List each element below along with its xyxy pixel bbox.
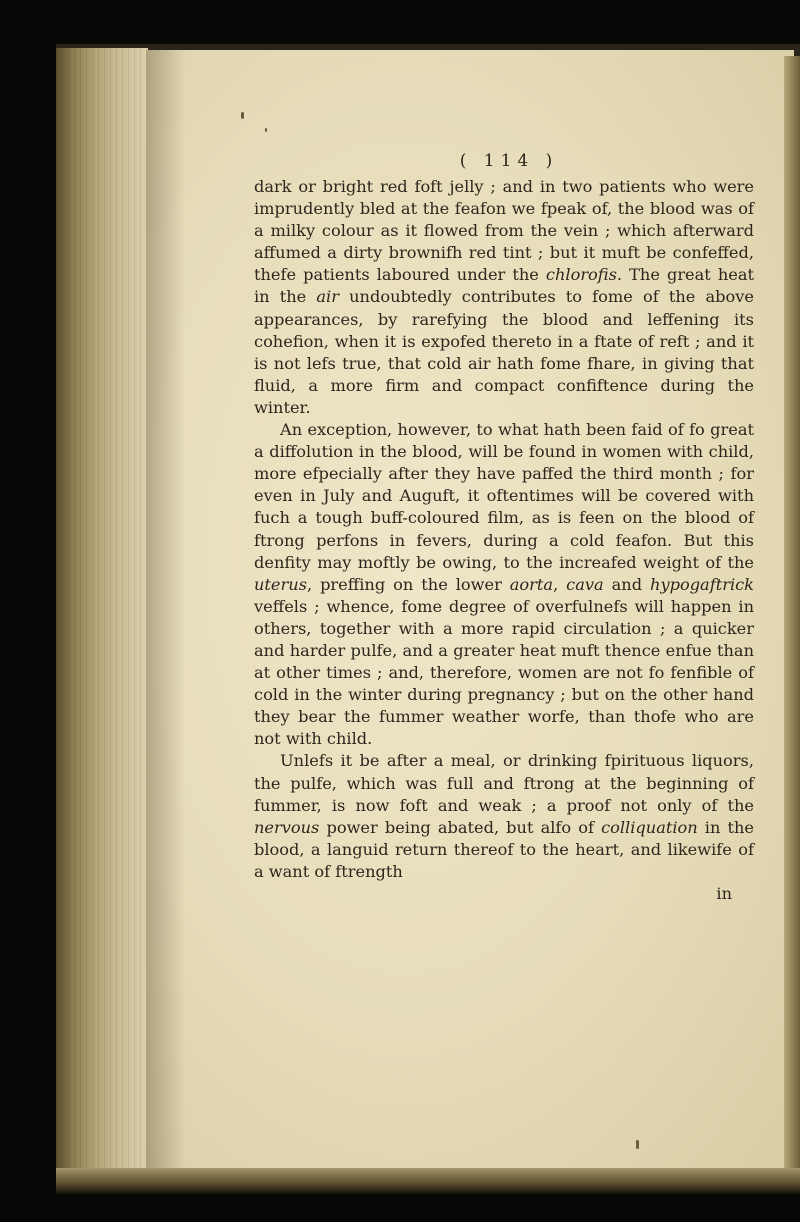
- italic-term: colliquation: [601, 817, 698, 837]
- catchword: in: [716, 884, 732, 903]
- text-run: . The great heat in the: [254, 265, 754, 307]
- italic-term: nervous: [254, 817, 320, 837]
- text-run: undoubtedly contributes to fome of the above appearances, by rarefying the blood and leffening its cohefion, when it is expofed thereto in a ftate of reft ; and it is not lefs true, that cold air hath fome fhare, in giving that fluid, a more firm and compact confiftence during the winter.: [254, 287, 754, 417]
- ink-speck: [636, 1140, 639, 1149]
- italic-term: chlorofis: [545, 265, 617, 285]
- text-run: power being abated, but alfo of: [319, 817, 602, 837]
- text-run: in the blood, a languid return thereof to the heart, and likewife of a want of ftrength: [254, 817, 754, 881]
- page-stack-right-edge: [784, 56, 800, 1176]
- paragraph: [254, 176, 754, 419]
- paragraph: [254, 750, 754, 883]
- text-run: veffels ; whence, fome degree of overfulnefs will happen in others, together with a more rapid circulation ; a quicker and harder pulfe, and a greater heat muft thence enfue than at other times ; and, therefore, women are not fo fenfible of cold in the winter during pregnancy ; but on the other hand they bear the fummer weather worfe, than thofe who are not with child.: [254, 596, 754, 749]
- text-run: , preffing on the lower: [306, 574, 510, 594]
- text-run: dark or bright red foft jelly ; and in two patients who were imprudently bled at the feafon we fpeak of, the blood was of a milky colour as it flowed from the vein ; which afterward affumed a dirty brownifh red tint ; but it muft be confeffed, thefe patients laboured under the: [254, 177, 754, 285]
- italic-term: hypogaftrick: [650, 574, 754, 594]
- italic-term: cava: [566, 574, 604, 594]
- ink-speck: [265, 128, 267, 132]
- page-stack-left-edge: [56, 48, 148, 1176]
- text-run: and: [603, 574, 651, 594]
- italic-term: uterus: [254, 574, 307, 594]
- ink-speck: [241, 112, 244, 119]
- gutter-shadow: [146, 50, 186, 1176]
- page-number: ( 114 ): [459, 151, 559, 171]
- text-run: Unlefs it be after a meal, or drinking fpirituous liquors, the pulfe, which was full and ftrong at the beginning of fummer, is now foft and weak ; a proof not only of the: [254, 751, 754, 815]
- italic-term: aorta: [509, 574, 554, 594]
- text-run: ,: [553, 574, 567, 594]
- italic-term: air: [316, 287, 339, 307]
- page-text: [254, 146, 754, 905]
- page-stack-bottom-edge: [56, 1168, 800, 1194]
- text-run: An exception, however, to what hath been faid of fo great a diffolution in the blood, will be found in women with child, more efpecially after they have paffed the third month ; for even in July and Auguft, it oftentimes will be covered with fuch a tough buff-coloured film, as is feen on the blood of ftrong perfons in fevers, during a cold feafon. But this denfity may moftly be owing, to the increafed weight of the: [254, 420, 754, 572]
- paragraph: [254, 419, 754, 750]
